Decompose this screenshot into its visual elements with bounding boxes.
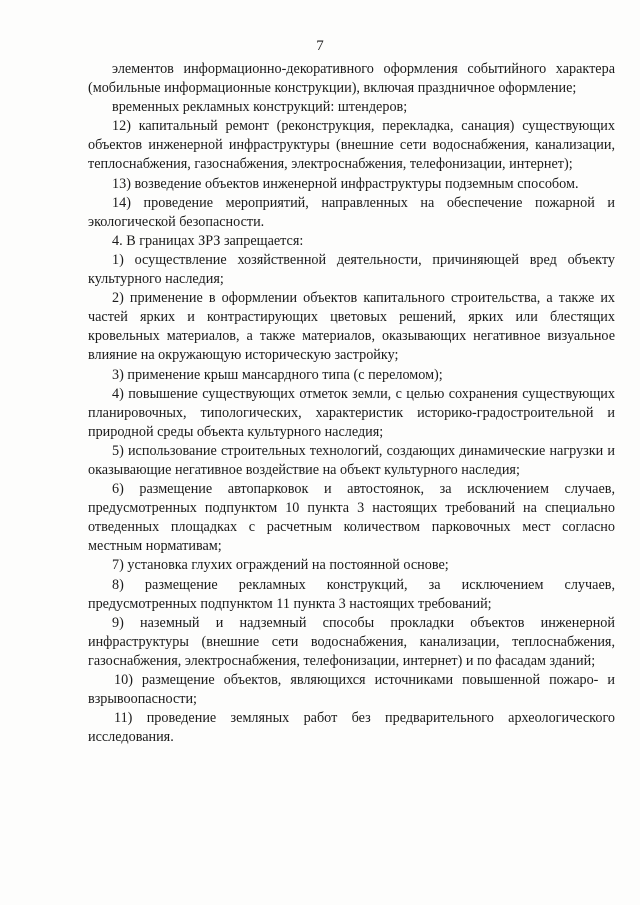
- document-body: [88, 60, 615, 747]
- paragraph-ban-8: 8) размещение рекламных конструкций, за исключением случаев, предусмотренных подпунктом 11 пункта 3 настоящих требований;: [88, 576, 615, 612]
- section-heading-4: 4. В границах ЗРЗ запрещается:: [112, 232, 304, 249]
- page-number: 7: [316, 38, 324, 54]
- paragraph-ban-9: 9) наземный и надземный способы прокладки объектов инженерной инфраструктуры (внешние сети водоснабжения, канализации, теплоснабжения, газоснабжения, электроснабжения, телефонизации, интернет) и по фасадам зданий;: [88, 614, 615, 669]
- paragraph-ban-7: 7) установка глухих ограждений на постоянной основе;: [112, 557, 449, 574]
- paragraph-ban-3: 3) применение крыш мансардного типа (с переломом);: [112, 366, 443, 383]
- paragraph-ban-11: 11) проведение земляных работ без предварительного археологического исследования.: [88, 710, 615, 746]
- paragraph-item-14: 14) проведение мероприятий, направленных на обеспечение пожарной и экологической безопасности.: [88, 194, 615, 230]
- paragraph-temporary-ads: временных рекламных конструкций: штендеров;: [112, 99, 408, 116]
- paragraph-item-13: 13) возведение объектов инженерной инфраструктуры подземным способом.: [112, 175, 579, 192]
- paragraph-item-12: 12) капитальный ремонт (реконструкция, перекладка, санация) существующих объектов инженерной инфраструктуры (внешние сети водоснабжения, канализации, теплоснабжения, газоснабжения, электроснабжения, телефонизации, интернет);: [88, 118, 615, 173]
- paragraph-ban-6: 6) размещение автопарковок и автостоянок, за исключением случаев, предусмотренных подпунктом 10 пункта 3 настоящих требований на специально отведенных площадках с расчетным количеством парковочных мест согласно местным нормативам;: [88, 481, 615, 555]
- paragraph-ban-10: 10) размещение объектов, являющихся источниками повышенной пожаро- и взрывоопасности;: [88, 672, 615, 708]
- paragraph-continuation: элементов информационно-декоративного оформления событийного характера (мобильные информационные конструкции), включая праздничное оформление;: [88, 61, 615, 97]
- paragraph-ban-2: 2) применение в оформлении объектов капитального строительства, а также их частей ярких и контрастирующих цветовых решений, ярких или блестящих кровельных материалов, а также материалов, оказывающих негативное визуальное влияние на окружающую историческую застройку;: [88, 290, 615, 364]
- paragraph-ban-1: 1) осуществление хозяйственной деятельности, причиняющей вред объекту культурного наследия;: [88, 251, 615, 288]
- paragraph-ban-4: 4) повышение существующих отметок земли, с целью сохранения существующих планировочных, типологических, характеристик историко-градостроительной и природной среды объекта культурного наследия;: [88, 385, 615, 440]
- paragraph-ban-5: 5) использование строительных технологий, создающих динамические нагрузки и оказывающие негативное воздействие на объект культурного наследия;: [88, 442, 615, 478]
